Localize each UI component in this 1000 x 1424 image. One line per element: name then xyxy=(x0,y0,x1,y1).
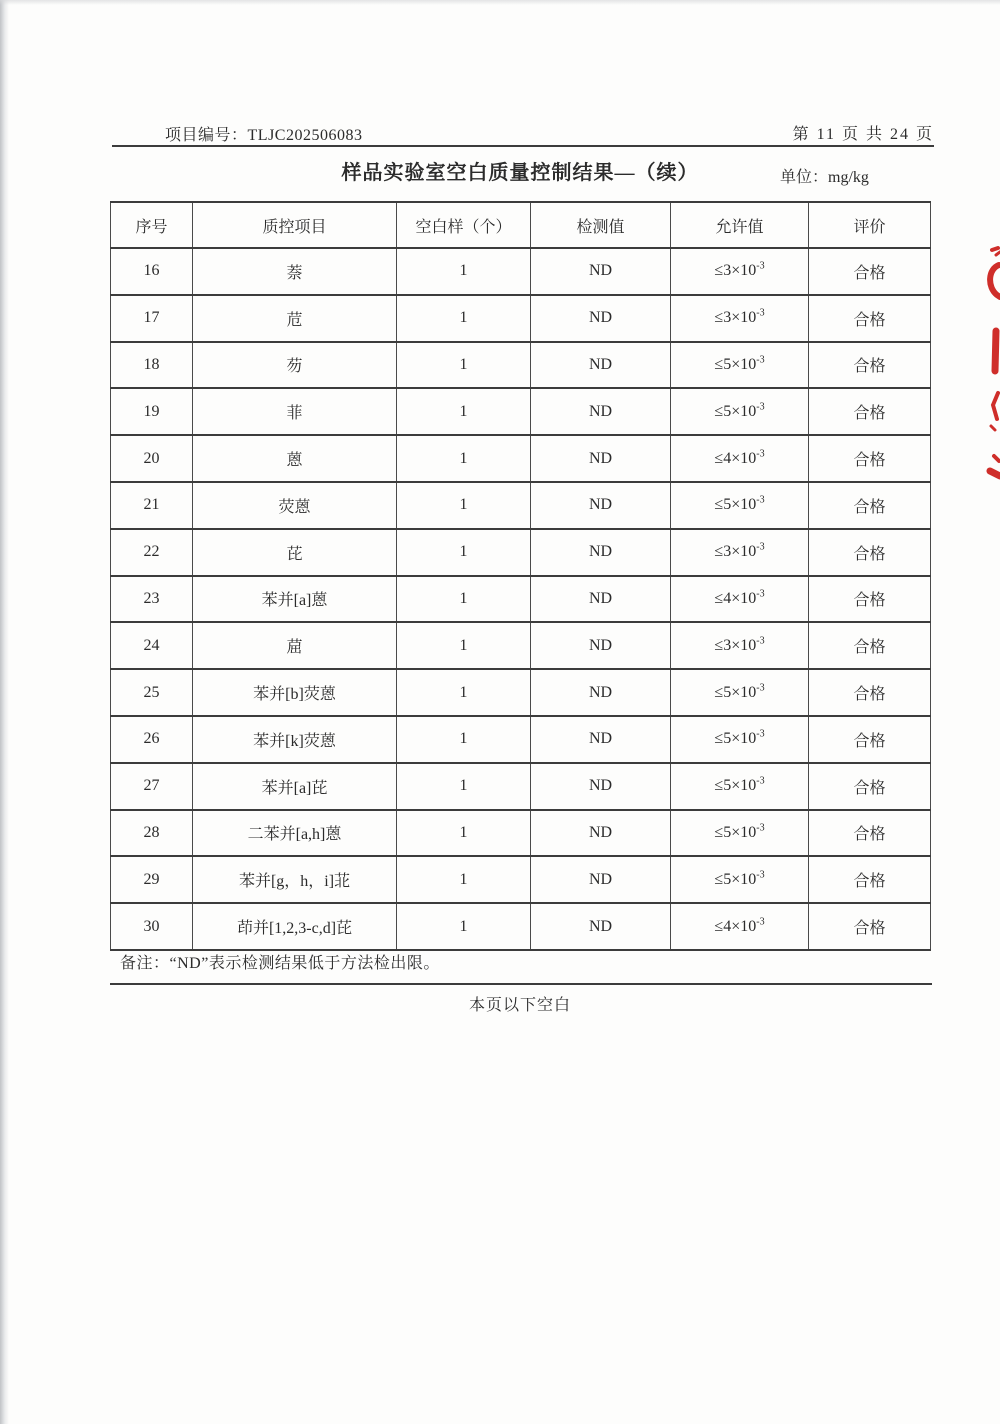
row-detected: ND xyxy=(531,810,671,857)
note-text: “ND”表示检测结果低于方法检出限。 xyxy=(169,955,440,972)
row-allowed-value xyxy=(671,903,809,950)
row-result: 合格 xyxy=(809,763,931,810)
row-no: 28 xyxy=(111,810,193,857)
row-blank-count: 1 xyxy=(397,295,531,342)
allowed-value-base: ≤5×10 xyxy=(714,823,757,841)
row-no: 25 xyxy=(111,669,193,716)
bottom-rule xyxy=(110,983,932,985)
row-item: 苯并[b]荧蒽 xyxy=(193,669,397,716)
row-detected: ND xyxy=(531,576,671,623)
row-detected: ND xyxy=(531,529,671,576)
row-no: 29 xyxy=(111,856,193,903)
row-no: 27 xyxy=(111,763,193,810)
col-header-allowed: 允许值 xyxy=(671,202,809,248)
row-allowed-value xyxy=(671,763,809,810)
row-blank-count: 1 xyxy=(397,669,531,716)
row-item: 芴 xyxy=(193,342,397,389)
table-row xyxy=(111,388,931,435)
allowed-value-exponent: -3 xyxy=(756,541,765,553)
allowed-value-exponent: -3 xyxy=(756,635,765,647)
row-no: 20 xyxy=(111,435,193,482)
row-detected: ND xyxy=(531,435,671,482)
row-allowed-value xyxy=(671,435,809,482)
row-blank-count: 1 xyxy=(397,388,531,435)
allowed-value-base: ≤5×10 xyxy=(714,870,757,888)
table-row xyxy=(111,903,931,950)
row-item: 苯并[k]荧蒽 xyxy=(193,716,397,763)
row-allowed-value xyxy=(671,856,809,903)
row-blank-count: 1 xyxy=(397,716,531,763)
row-result: 合格 xyxy=(809,342,931,389)
allowed-value-exponent: -3 xyxy=(756,354,765,366)
table-row xyxy=(111,248,931,295)
row-blank-count: 1 xyxy=(397,622,531,669)
row-result: 合格 xyxy=(809,576,931,623)
row-blank-count: 1 xyxy=(397,576,531,623)
row-blank-count: 1 xyxy=(397,903,531,950)
row-detected: ND xyxy=(531,295,671,342)
row-detected: ND xyxy=(531,856,671,903)
allowed-value-exponent: -3 xyxy=(756,307,765,319)
row-no: 26 xyxy=(111,716,193,763)
allowed-value-base: ≤5×10 xyxy=(714,496,757,514)
row-result: 合格 xyxy=(809,716,931,763)
table-row xyxy=(111,810,931,857)
row-result: 合格 xyxy=(809,622,931,669)
row-detected: ND xyxy=(531,622,671,669)
row-item: 茚并[1,2,3-c,d]芘 xyxy=(193,903,397,950)
row-blank-count: 1 xyxy=(397,810,531,857)
row-no: 24 xyxy=(111,622,193,669)
row-allowed-value xyxy=(671,248,809,295)
table-row xyxy=(111,763,931,810)
row-no: 19 xyxy=(111,388,193,435)
row-no: 22 xyxy=(111,529,193,576)
row-result: 合格 xyxy=(809,295,931,342)
row-result: 合格 xyxy=(809,903,931,950)
scan-top-edge xyxy=(0,0,1000,5)
qc-results-table xyxy=(110,201,931,951)
allowed-value-exponent: -3 xyxy=(756,495,765,507)
allowed-value-exponent: -3 xyxy=(756,775,765,787)
allowed-value-exponent: -3 xyxy=(756,588,765,600)
row-blank-count: 1 xyxy=(397,763,531,810)
allowed-value-base: ≤3×10 xyxy=(714,262,757,280)
project-number-label: 项目编号： xyxy=(165,127,248,144)
row-allowed-value xyxy=(671,576,809,623)
row-no: 17 xyxy=(111,295,193,342)
note xyxy=(120,950,440,973)
allowed-value-base: ≤4×10 xyxy=(714,589,757,607)
allowed-value-exponent: -3 xyxy=(756,822,765,834)
row-no: 18 xyxy=(111,342,193,389)
row-result: 合格 xyxy=(809,248,931,295)
row-item: 苯并[a]芘 xyxy=(193,763,397,810)
col-header-detected: 检测值 xyxy=(531,202,671,248)
row-allowed-value xyxy=(671,482,809,529)
row-blank-count: 1 xyxy=(397,248,531,295)
row-allowed-value xyxy=(671,716,809,763)
row-detected: ND xyxy=(531,903,671,950)
table-row xyxy=(111,435,931,482)
row-item: 苯并[g，h，i]苝 xyxy=(193,856,397,903)
row-allowed-value xyxy=(671,669,809,716)
row-no: 21 xyxy=(111,482,193,529)
row-blank-count: 1 xyxy=(397,435,531,482)
row-item: 荧蒽 xyxy=(193,482,397,529)
allowed-value-exponent: -3 xyxy=(756,869,765,881)
scan-left-edge xyxy=(0,0,9,1424)
row-detected: ND xyxy=(531,763,671,810)
table-header-row xyxy=(111,202,931,248)
page-indicator: 第 11 页 共 24 页 xyxy=(792,126,934,143)
row-allowed-value xyxy=(671,622,809,669)
allowed-value-exponent: -3 xyxy=(756,682,765,694)
row-result: 合格 xyxy=(809,482,931,529)
page-title: 样品实验室空白质量控制结果—（续） xyxy=(341,162,699,184)
row-result: 合格 xyxy=(809,435,931,482)
row-blank-count: 1 xyxy=(397,482,531,529)
allowed-value-base: ≤5×10 xyxy=(714,355,757,373)
allowed-value-base: ≤3×10 xyxy=(714,543,757,561)
allowed-value-base: ≤4×10 xyxy=(714,449,757,467)
row-no: 30 xyxy=(111,903,193,950)
table-row xyxy=(111,622,931,669)
row-blank-count: 1 xyxy=(397,529,531,576)
allowed-value-exponent: -3 xyxy=(756,401,765,413)
unit-label: 单位：mg/kg xyxy=(780,169,869,186)
allowed-value-base: ≤5×10 xyxy=(714,730,757,748)
row-allowed-value xyxy=(671,388,809,435)
allowed-value-exponent: -3 xyxy=(756,261,765,273)
row-blank-count: 1 xyxy=(397,856,531,903)
table-row xyxy=(111,856,931,903)
row-detected: ND xyxy=(531,482,671,529)
row-result: 合格 xyxy=(809,388,931,435)
row-result: 合格 xyxy=(809,529,931,576)
row-detected: ND xyxy=(531,342,671,389)
col-header-blank-count: 空白样（个） xyxy=(397,202,531,248)
row-no: 23 xyxy=(111,576,193,623)
below-blank-text: 本页以下空白 xyxy=(468,997,571,1014)
allowed-value-base: ≤3×10 xyxy=(714,309,757,327)
row-result: 合格 xyxy=(809,856,931,903)
allowed-value-exponent: -3 xyxy=(756,916,765,928)
table-row xyxy=(111,716,931,763)
row-result: 合格 xyxy=(809,669,931,716)
row-detected: ND xyxy=(531,716,671,763)
row-allowed-value xyxy=(671,295,809,342)
row-item: 䓛 xyxy=(193,622,397,669)
table-row xyxy=(111,529,931,576)
row-item: 萘 xyxy=(193,248,397,295)
header-rule xyxy=(112,145,934,147)
project-number-value: TLJC202506083 xyxy=(247,127,363,144)
row-allowed-value xyxy=(671,810,809,857)
row-detected: ND xyxy=(531,388,671,435)
note-label: 备注： xyxy=(120,955,170,972)
table-row xyxy=(111,342,931,389)
row-no: 16 xyxy=(111,248,193,295)
allowed-value-base: ≤5×10 xyxy=(714,402,757,420)
table-row xyxy=(111,669,931,716)
allowed-value-base: ≤5×10 xyxy=(714,777,757,795)
table-row xyxy=(111,482,931,529)
row-detected: ND xyxy=(531,669,671,716)
row-result: 合格 xyxy=(809,810,931,857)
row-allowed-value xyxy=(671,342,809,389)
allowed-value-base: ≤5×10 xyxy=(714,683,757,701)
red-stamp-fragment xyxy=(982,243,1000,483)
col-header-result: 评价 xyxy=(809,202,931,248)
row-blank-count: 1 xyxy=(397,342,531,389)
row-item: 蒽 xyxy=(193,435,397,482)
row-item: 苊 xyxy=(193,295,397,342)
row-item: 菲 xyxy=(193,388,397,435)
row-detected: ND xyxy=(531,248,671,295)
col-header-item: 质控项目 xyxy=(193,202,397,248)
project-number xyxy=(165,122,362,145)
row-item: 芘 xyxy=(193,529,397,576)
row-item: 二苯并[a,h]蒽 xyxy=(193,810,397,857)
allowed-value-base: ≤4×10 xyxy=(714,917,757,935)
row-item: 苯并[a]蒽 xyxy=(193,576,397,623)
allowed-value-exponent: -3 xyxy=(756,729,765,741)
table-row xyxy=(111,295,931,342)
row-allowed-value xyxy=(671,529,809,576)
allowed-value-exponent: -3 xyxy=(756,448,765,460)
allowed-value-base: ≤3×10 xyxy=(714,636,757,654)
col-header-no: 序号 xyxy=(111,202,193,248)
table-row xyxy=(111,576,931,623)
